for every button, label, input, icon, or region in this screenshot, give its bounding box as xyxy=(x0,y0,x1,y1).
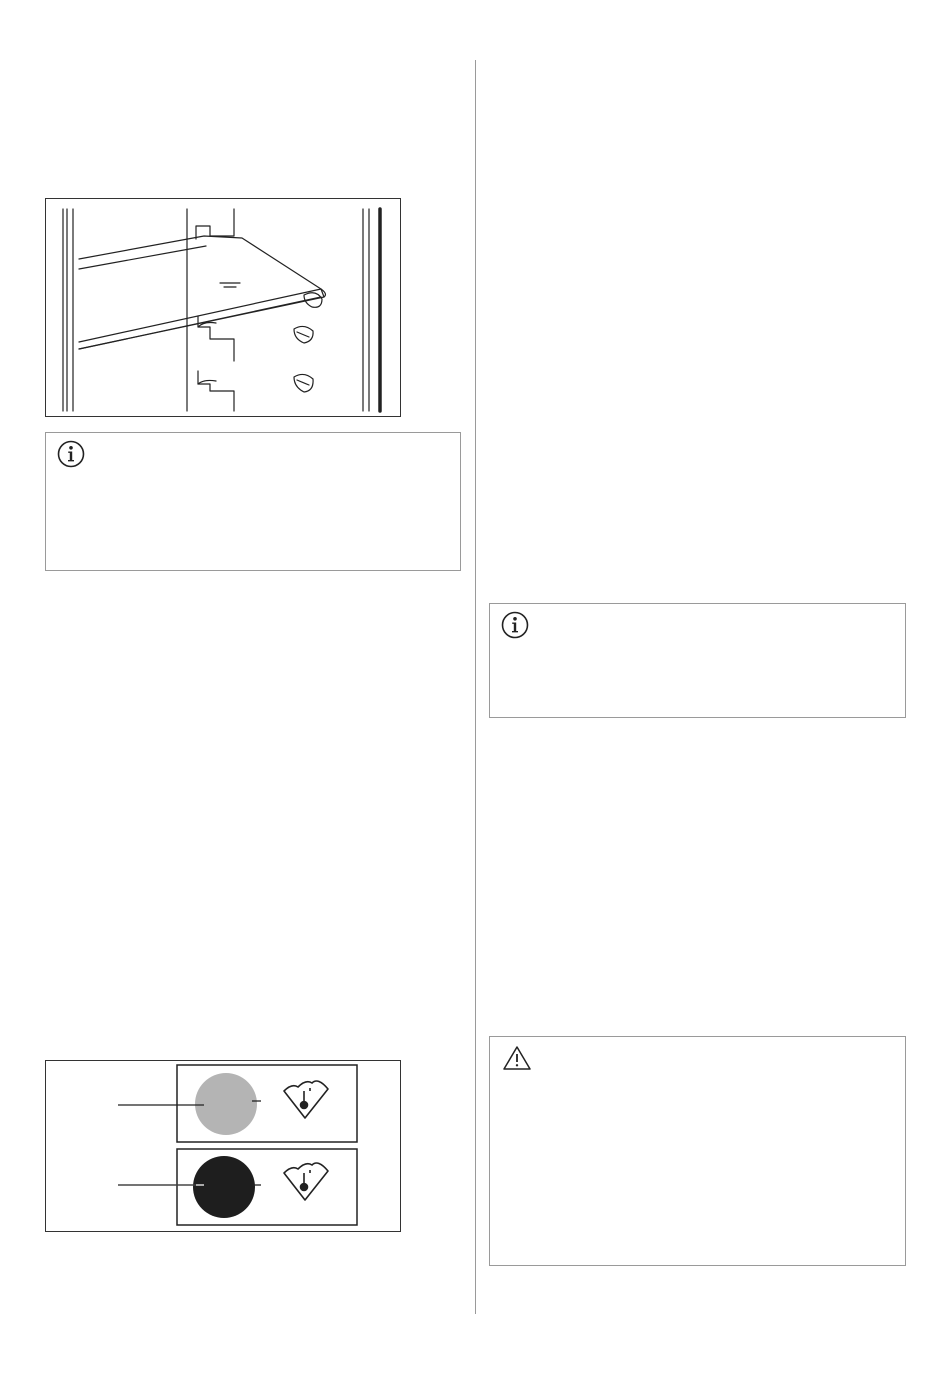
column-divider xyxy=(475,60,476,1314)
info-note-1 xyxy=(45,432,461,571)
indicator-lamp-illustration xyxy=(46,1061,399,1230)
indicator-lamp-off xyxy=(195,1073,257,1135)
info-icon xyxy=(500,610,530,640)
shelf-figure xyxy=(45,198,401,417)
shelf-support-illustration xyxy=(46,199,399,415)
info-note-2 xyxy=(489,603,906,718)
indicator-lamp-on xyxy=(193,1156,255,1218)
warning-note xyxy=(489,1036,906,1266)
indicator-figure xyxy=(45,1060,401,1232)
info-icon xyxy=(56,439,86,469)
warning-triangle-icon xyxy=(502,1045,532,1071)
